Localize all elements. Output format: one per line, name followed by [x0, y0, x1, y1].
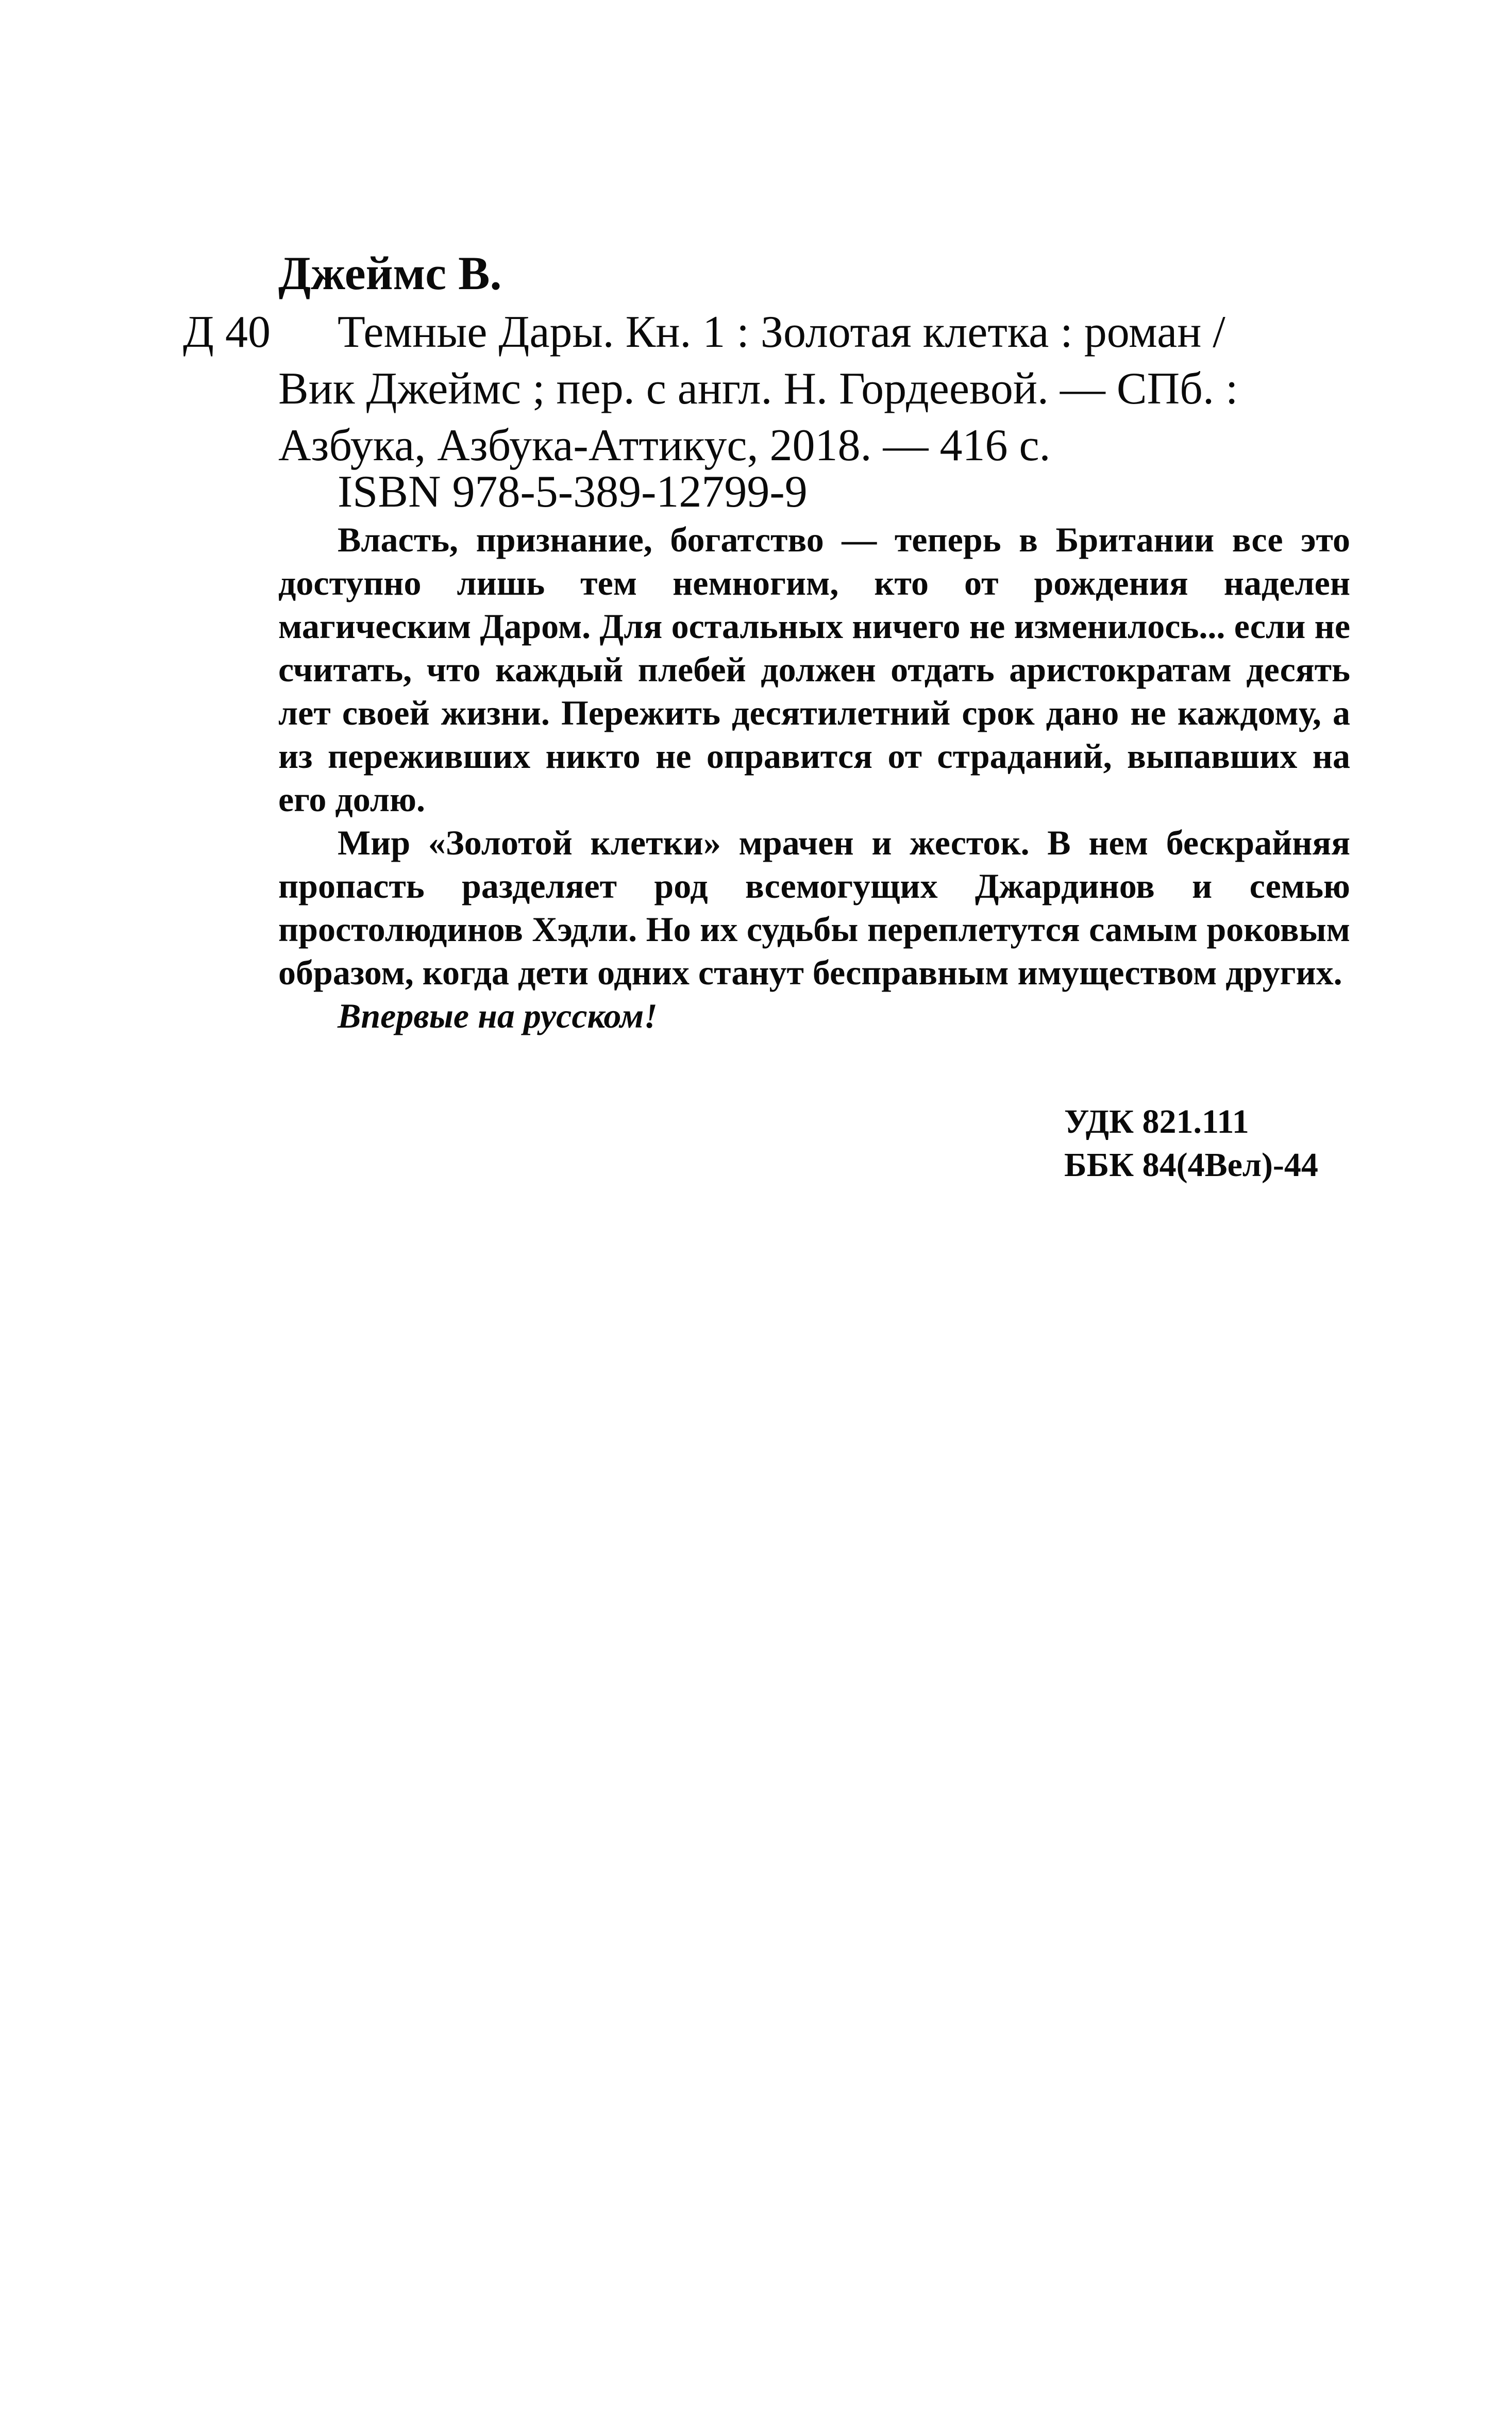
- bib-line-responsibility: Вик Джеймс ; пер. с англ. Н. Гордеевой. — СПб. :: [278, 364, 1238, 414]
- catalog-code: Д 40: [183, 307, 271, 357]
- annotation-note: Впервые на русском!: [338, 996, 658, 1035]
- classification-indices: [1064, 1100, 1318, 1187]
- bib-line-publisher: Азбука, Азбука-Аттикус, 2018. — 416 с.: [278, 421, 1051, 471]
- annotation-paragraph: Мир «Золотой клетки» мрачен и жесток. В нем бескрайняя пропасть разделяет род всемогущих Джардинов и семью простолюдинов Хэдли. Но их судьбы переплетутся самым роковым образом, когда дети одних станут бесправным имуществом других.: [278, 823, 1350, 992]
- isbn: ISBN 978-5-389-12799-9: [338, 467, 808, 517]
- bib-line-title: Темные Дары. Кн. 1 : Золотая клетка : роман /: [338, 307, 1225, 357]
- udk-index: УДК 821.111: [1064, 1103, 1249, 1140]
- bibliographic-description: [278, 304, 1350, 474]
- annotation: [278, 518, 1350, 1037]
- bbk-index: ББК 84(4Вел)-44: [1064, 1146, 1318, 1184]
- annotation-paragraph: Власть, признание, богатство — теперь в Британии все это доступно лишь тем немногим, кто от рождения наделен магическим Даром. Для остальных ничего не изменилось... если не считать, что каждый плебей должен отдать аристократам десять лет своей жизни. Пережить десятилетний срок дано не каждому, а из переживших никто не оправится от страданий, выпавших на его долю.: [278, 520, 1350, 819]
- author-heading: Джеймс В.: [278, 247, 502, 299]
